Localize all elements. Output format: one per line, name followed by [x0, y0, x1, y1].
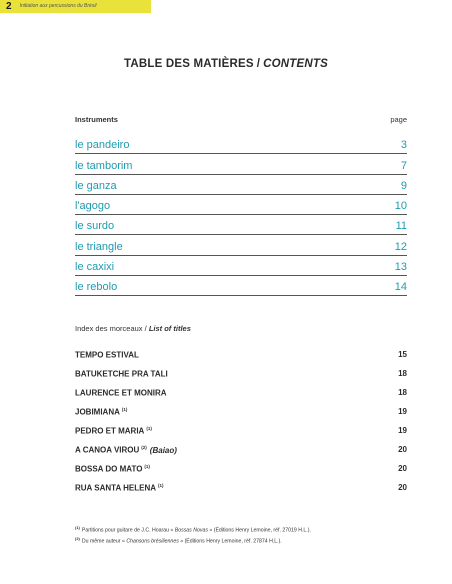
instrument-page: 7 [400, 159, 407, 172]
song-page: 20 [398, 464, 407, 473]
footnote-text: Du même auteur « [81, 538, 125, 545]
running-header-subtitle: Initiation aux percussions du Brésil [19, 3, 97, 9]
instrument-name: le pandeiro [75, 139, 130, 152]
footnote-mark: (1) [75, 525, 80, 530]
instrument-entry[interactable] [75, 235, 407, 255]
footnote-ref: (1) [158, 483, 164, 488]
instrument-entry[interactable] [75, 175, 407, 195]
footnote-book-title: Bossas Novas [174, 527, 208, 534]
song-page: 15 [398, 350, 407, 359]
instrument-page: 10 [394, 200, 407, 213]
song-page: 18 [398, 369, 407, 378]
footnote-text: » (Éditions Henry Lemoine, réf. 27019 H.L.). [209, 527, 311, 534]
song-title: BOSSA DO MATO [75, 464, 143, 474]
titles-list [75, 346, 407, 498]
instrument-entry[interactable] [75, 134, 407, 154]
footnote-ref: (1) [144, 464, 150, 469]
instrument-page: 14 [394, 281, 407, 294]
footnote-1 [75, 524, 415, 535]
index-header [75, 324, 191, 333]
instruments-list [75, 134, 407, 296]
footnote-ref: (1) [121, 407, 128, 412]
page-number: 2 [6, 1, 12, 12]
song-page: 19 [398, 407, 407, 416]
title-entry[interactable] [75, 346, 407, 365]
instrument-entry[interactable] [75, 215, 407, 235]
title-entry[interactable] [75, 479, 407, 498]
song-title: LAURENCE ET MONIRA [75, 388, 167, 398]
instrument-entry[interactable] [75, 195, 407, 215]
song-page: 20 [398, 483, 407, 492]
title-entry[interactable] [75, 403, 407, 422]
footnote-ref: (2) [141, 445, 147, 450]
instrument-name: le tamborim [75, 159, 133, 172]
song-page: 19 [398, 426, 407, 435]
instrument-name: le caxixi [75, 261, 115, 274]
song-page: 20 [398, 445, 407, 454]
footnote-mark: (2) [75, 536, 80, 542]
footnotes [75, 524, 415, 546]
index-label-english: List of titles [148, 324, 191, 333]
instrument-page: 11 [395, 220, 407, 233]
song-title: JOBIMIANA [75, 407, 120, 417]
page-column-label: page [390, 115, 407, 124]
song-title: RUA SANTA HELENA [75, 483, 157, 493]
instrument-page: 9 [400, 179, 407, 192]
title-french: TABLE DES MATIÈRES [124, 58, 254, 70]
instrument-page: 3 [400, 139, 407, 152]
song-title: A CANOA VIROU [75, 445, 140, 455]
instruments-label: Instruments [75, 115, 118, 124]
title-entry[interactable] [75, 384, 407, 403]
footnote-ref: (1) [146, 426, 152, 431]
title-entry[interactable] [75, 460, 407, 479]
page-title [0, 58, 452, 70]
instrument-entry[interactable] [75, 154, 407, 174]
instruments-header [75, 115, 407, 127]
instrument-entry[interactable] [75, 276, 407, 296]
title-separator: / [256, 58, 261, 70]
footnote-text: Partitions pour guitare de J.C. Hoarau « [81, 527, 174, 534]
footnote-book-title: Chansons brésiliennes [126, 538, 179, 545]
title-entry[interactable] [75, 441, 407, 460]
title-entry[interactable] [75, 422, 407, 441]
instrument-name: le triangle [75, 240, 123, 253]
title-entry[interactable] [75, 365, 407, 384]
instrument-page: 12 [394, 240, 407, 253]
instrument-name: le surdo [75, 220, 115, 233]
instrument-entry[interactable] [75, 256, 407, 276]
title-english: CONTENTS [263, 58, 328, 70]
header-strip [0, 0, 151, 13]
instrument-page: 13 [394, 261, 407, 274]
song-title: BATUKETCHE PRA TALI [75, 369, 168, 379]
footnote-text: » (Éditions Henry Lemoine, réf. 27874 H.L.). [180, 538, 282, 545]
song-genre: (Baiao) [149, 445, 177, 455]
song-page: 18 [398, 388, 407, 397]
instrument-name: le rebolo [75, 281, 118, 294]
footnote-2 [75, 535, 415, 546]
index-label-french: Index des morceaux / [75, 324, 147, 333]
instrument-name: le ganza [75, 179, 117, 192]
instrument-name: l'agogo [75, 200, 111, 213]
song-title: PEDRO ET MARIA [75, 426, 145, 436]
song-title: TEMPO ESTIVAL [75, 350, 139, 360]
